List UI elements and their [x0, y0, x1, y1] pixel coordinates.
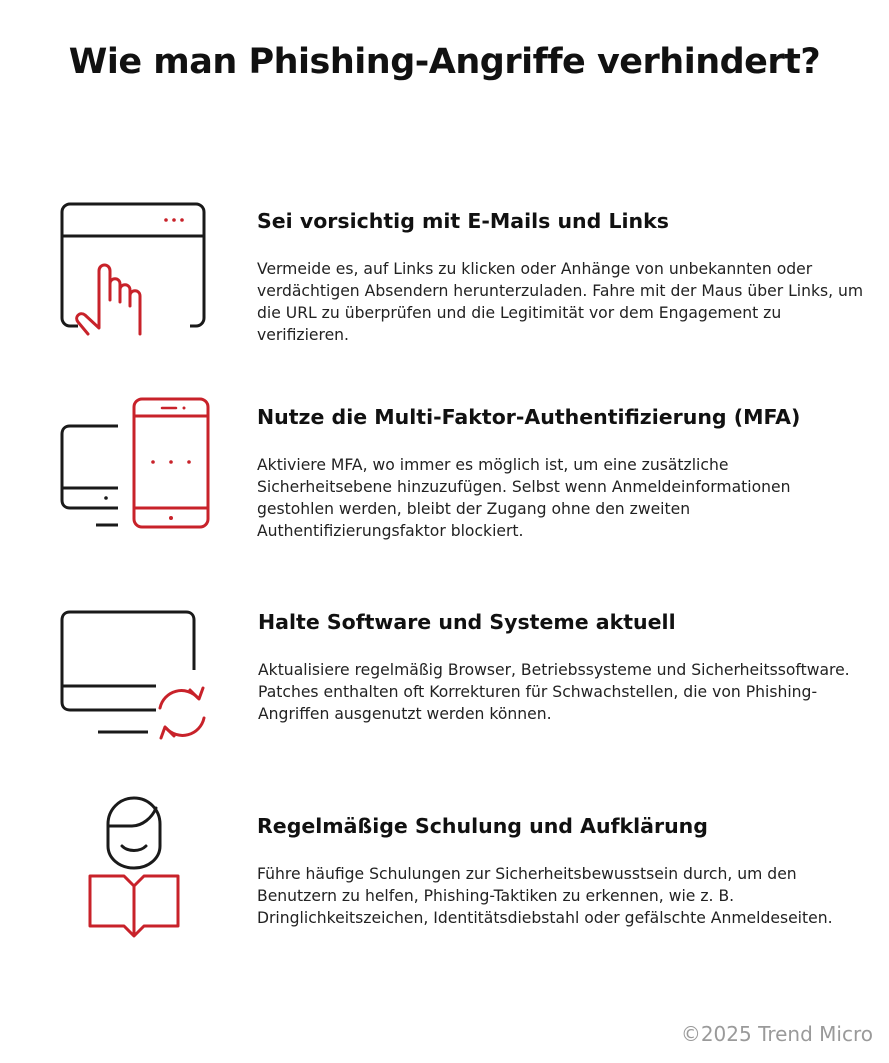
section-body: Vermeide es, auf Links zu klicken oder Anhänge von unbekannten oder verdächtigen Absendern herunterzuladen. Fahre mit der Maus über Links, um die URL zu überprüfen und die Legitimität vor dem Engagement zu verifizieren.	[257, 260, 864, 344]
section-heading: Halte Software und Systeme aktuell	[258, 610, 676, 634]
section-body: Führe häufige Schulungen zur Sicherheitsbewusstsein durch, um den Benutzern zu helfen, Phishing-Taktiken zu erkennen, wie z. B. Dringlichkeitszeichen, Identitätsdiebstahl oder gefälschte Anmeldeseiten.	[257, 865, 833, 927]
person-reading-book-icon	[86, 794, 182, 948]
section-body: Aktualisiere regelmäßig Browser, Betriebssysteme und Sicherheitssoftware. Patches enthalten oft Korrekturen für Schwachstellen, die von Phishing-Angriffen ausgenutzt werden können.	[258, 661, 850, 723]
section-heading: Nutze die Multi-Faktor-Authentifizierung (MFA)	[257, 405, 801, 429]
page-title: Wie man Phishing-Angriffe verhindert?	[68, 42, 821, 82]
hand-click-browser-icon	[58, 200, 210, 342]
section-heading: Sei vorsichtig mit E-Mails und Links	[257, 209, 669, 233]
section-heading: Regelmäßige Schulung und Aufklärung	[257, 814, 708, 838]
computer-phone-mfa-icon	[58, 396, 212, 530]
copyright: ©2025 Trend Micro	[680, 1022, 873, 1046]
monitor-refresh-icon	[58, 606, 218, 746]
section-body: Aktiviere MFA, wo immer es möglich ist, um eine zusätzliche Sicherheitsebene hinzuzufügen. Selbst wenn Anmeldeinformationen gestohlen werden, bleibt der Zugang ohne den zweiten Authentifizierungsfaktor blockiert.	[257, 456, 791, 540]
